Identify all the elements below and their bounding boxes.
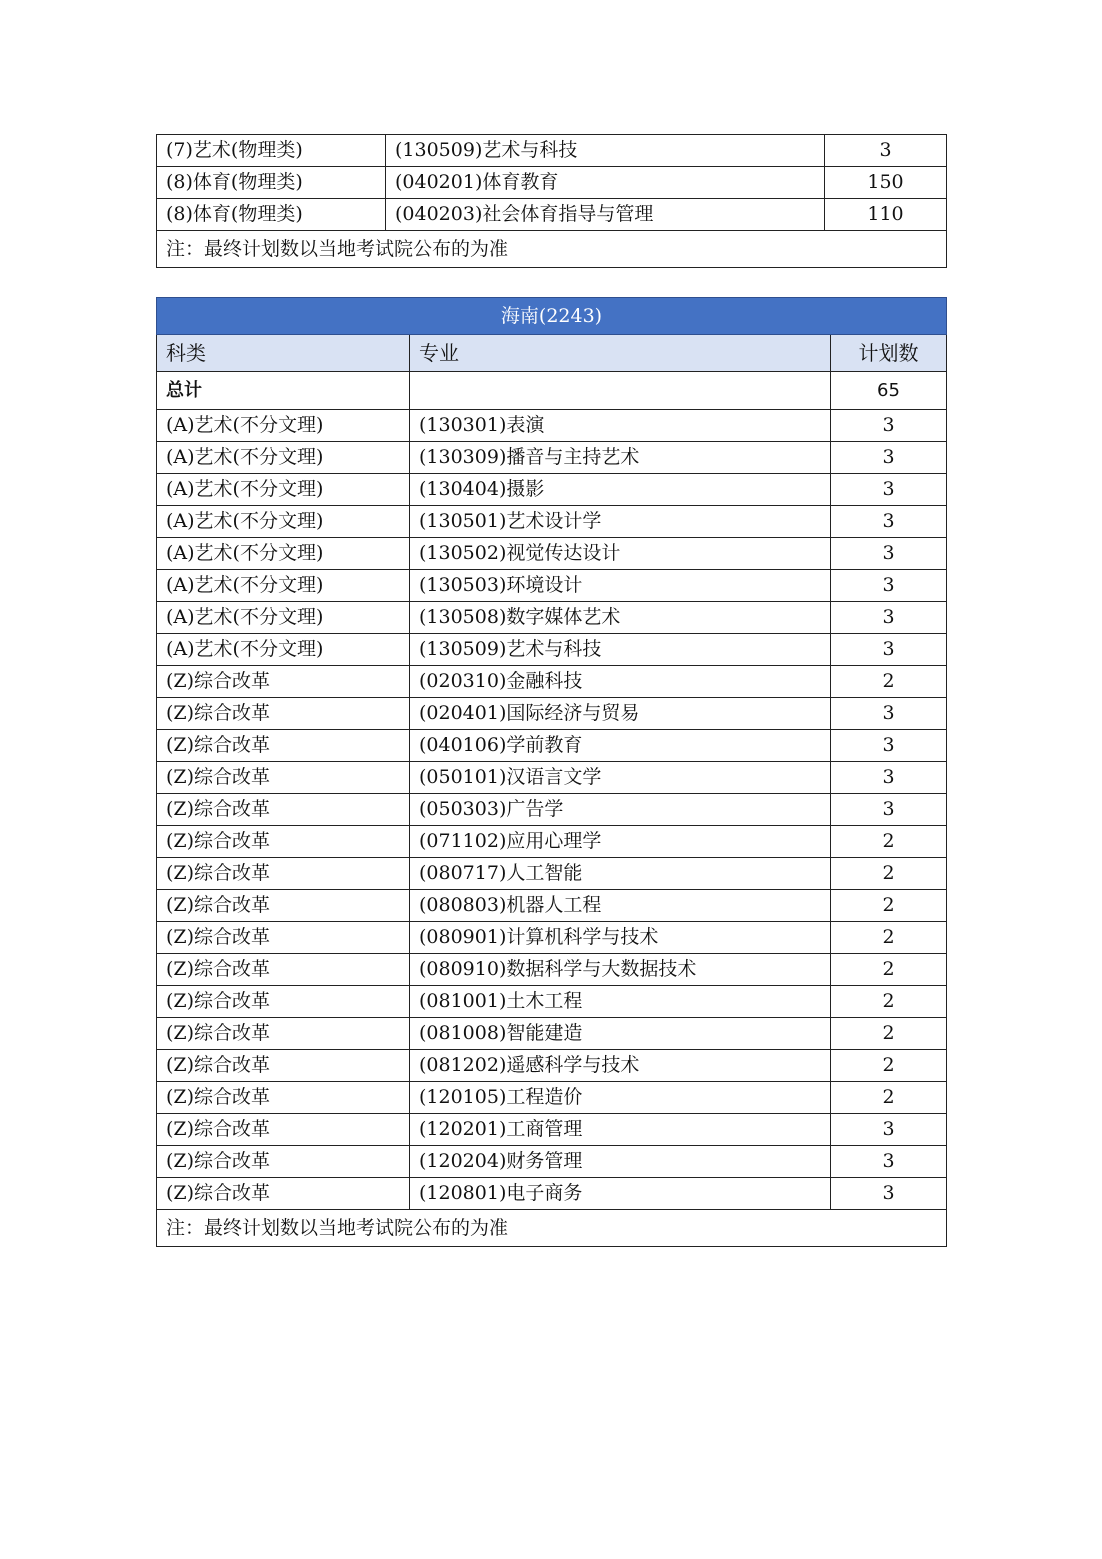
table-row — [157, 135, 947, 167]
cell-category: (Z)综合改革 — [157, 762, 410, 794]
table-row — [157, 634, 947, 666]
cell-count: 3 — [831, 794, 947, 826]
cell-major: (130503)环境设计 — [410, 570, 831, 602]
cell-count: 2 — [831, 1018, 947, 1050]
table-row — [157, 730, 947, 762]
cell-category: (Z)综合改革 — [157, 826, 410, 858]
cell-category: (A)艺术(不分文理) — [157, 634, 410, 666]
table-row — [157, 199, 947, 231]
cell-category: (7)艺术(物理类) — [157, 135, 386, 167]
table-title: 海南(2243) — [157, 298, 947, 335]
table-row — [157, 698, 947, 730]
table-row — [157, 858, 947, 890]
cell-major: (080717)人工智能 — [410, 858, 831, 890]
cell-count: 2 — [831, 1082, 947, 1114]
table-title-row — [157, 298, 947, 335]
table-row — [157, 538, 947, 570]
cell-major: (040203)社会体育指导与管理 — [386, 199, 825, 231]
table-row — [157, 474, 947, 506]
table-row — [157, 986, 947, 1018]
cell-category: (A)艺术(不分文理) — [157, 410, 410, 442]
cell-count: 2 — [831, 666, 947, 698]
table-row — [157, 794, 947, 826]
cell-count: 2 — [831, 986, 947, 1018]
cell-major: (120204)财务管理 — [410, 1146, 831, 1178]
table-row — [157, 442, 947, 474]
note-text: 注：最终计划数以当地考试院公布的为准 — [157, 231, 947, 268]
cell-category: (A)艺术(不分文理) — [157, 442, 410, 474]
cell-major: (130404)摄影 — [410, 474, 831, 506]
cell-count: 3 — [831, 1114, 947, 1146]
cell-category: (8)体育(物理类) — [157, 199, 386, 231]
cell-count: 3 — [825, 135, 947, 167]
cell-major: (130309)播音与主持艺术 — [410, 442, 831, 474]
cell-major: (020310)金融科技 — [410, 666, 831, 698]
cell-category: (Z)综合改革 — [157, 986, 410, 1018]
cell-major: (080910)数据科学与大数据技术 — [410, 954, 831, 986]
cell-count: 150 — [825, 167, 947, 199]
cell-category: (Z)综合改革 — [157, 1018, 410, 1050]
cell-count: 2 — [831, 954, 947, 986]
cell-category: (Z)综合改革 — [157, 1082, 410, 1114]
table-row — [157, 602, 947, 634]
table-row — [157, 890, 947, 922]
table-row — [157, 1050, 947, 1082]
cell-category: (Z)综合改革 — [157, 666, 410, 698]
header-major: 专业 — [410, 335, 831, 372]
cell-major: (130509)艺术与科技 — [386, 135, 825, 167]
cell-major: (080901)计算机科学与技术 — [410, 922, 831, 954]
table-row — [157, 762, 947, 794]
table-row — [157, 1114, 947, 1146]
cell-major: (130509)艺术与科技 — [410, 634, 831, 666]
table-row — [157, 1082, 947, 1114]
cell-category: (Z)综合改革 — [157, 730, 410, 762]
cell-category: (Z)综合改革 — [157, 922, 410, 954]
cell-major: (130501)艺术设计学 — [410, 506, 831, 538]
cell-count: 3 — [831, 762, 947, 794]
cell-major: (080803)机器人工程 — [410, 890, 831, 922]
cell-major: (050303)广告学 — [410, 794, 831, 826]
table-row — [157, 410, 947, 442]
cell-count: 3 — [831, 474, 947, 506]
cell-major: (040201)体育教育 — [386, 167, 825, 199]
cell-major: (040106)学前教育 — [410, 730, 831, 762]
cell-major: (130301)表演 — [410, 410, 831, 442]
cell-major: (020401)国际经济与贸易 — [410, 698, 831, 730]
table-row — [157, 826, 947, 858]
cell-major: (050101)汉语言文学 — [410, 762, 831, 794]
cell-count: 110 — [825, 199, 947, 231]
table-row — [157, 1018, 947, 1050]
cell-count: 3 — [831, 442, 947, 474]
cell-count: 2 — [831, 890, 947, 922]
table-row — [157, 954, 947, 986]
table-row — [157, 167, 947, 199]
cell-category: (Z)综合改革 — [157, 890, 410, 922]
cell-major: (120105)工程造价 — [410, 1082, 831, 1114]
cell-count: 3 — [831, 506, 947, 538]
cell-major: (130508)数字媒体艺术 — [410, 602, 831, 634]
cell-category: (8)体育(物理类) — [157, 167, 386, 199]
cell-major: (120201)工商管理 — [410, 1114, 831, 1146]
header-category: 科类 — [157, 335, 410, 372]
cell-category: (Z)综合改革 — [157, 954, 410, 986]
hainan-plan-table — [156, 297, 947, 1247]
previous-province-table — [156, 134, 947, 268]
cell-count: 2 — [831, 858, 947, 890]
cell-major: (120801)电子商务 — [410, 1178, 831, 1210]
table-row — [157, 1146, 947, 1178]
table-row — [157, 1178, 947, 1210]
total-row — [157, 372, 947, 410]
cell-count: 3 — [831, 634, 947, 666]
cell-category: (Z)综合改革 — [157, 858, 410, 890]
cell-category: (A)艺术(不分文理) — [157, 538, 410, 570]
cell-count: 3 — [831, 1178, 947, 1210]
cell-major: (130502)视觉传达设计 — [410, 538, 831, 570]
cell-major: (081008)智能建造 — [410, 1018, 831, 1050]
cell-category: (A)艺术(不分文理) — [157, 570, 410, 602]
cell-major: (081202)遥感科学与技术 — [410, 1050, 831, 1082]
cell-category: (A)艺术(不分文理) — [157, 602, 410, 634]
cell-count: 3 — [831, 570, 947, 602]
cell-count: 2 — [831, 922, 947, 954]
cell-count: 3 — [831, 538, 947, 570]
header-row — [157, 335, 947, 372]
note-row — [157, 1210, 947, 1247]
cell-major: (081001)土木工程 — [410, 986, 831, 1018]
cell-count: 3 — [831, 698, 947, 730]
total-label: 总计 — [157, 372, 410, 410]
total-count: 65 — [831, 372, 947, 410]
cell-category: (Z)综合改革 — [157, 794, 410, 826]
cell-count: 2 — [831, 826, 947, 858]
cell-category: (A)艺术(不分文理) — [157, 506, 410, 538]
table-row — [157, 570, 947, 602]
note-row — [157, 231, 947, 268]
table-row — [157, 506, 947, 538]
cell-count: 3 — [831, 602, 947, 634]
cell-category: (A)艺术(不分文理) — [157, 474, 410, 506]
cell-count: 3 — [831, 730, 947, 762]
cell-count: 3 — [831, 1146, 947, 1178]
table-row — [157, 666, 947, 698]
header-count: 计划数 — [831, 335, 947, 372]
total-major — [410, 372, 831, 410]
cell-category: (Z)综合改革 — [157, 698, 410, 730]
cell-major: (071102)应用心理学 — [410, 826, 831, 858]
note-text: 注：最终计划数以当地考试院公布的为准 — [157, 1210, 947, 1247]
cell-count: 2 — [831, 1050, 947, 1082]
cell-category: (Z)综合改革 — [157, 1178, 410, 1210]
table-row — [157, 922, 947, 954]
cell-count: 3 — [831, 410, 947, 442]
cell-category: (Z)综合改革 — [157, 1050, 410, 1082]
cell-category: (Z)综合改革 — [157, 1114, 410, 1146]
cell-category: (Z)综合改革 — [157, 1146, 410, 1178]
